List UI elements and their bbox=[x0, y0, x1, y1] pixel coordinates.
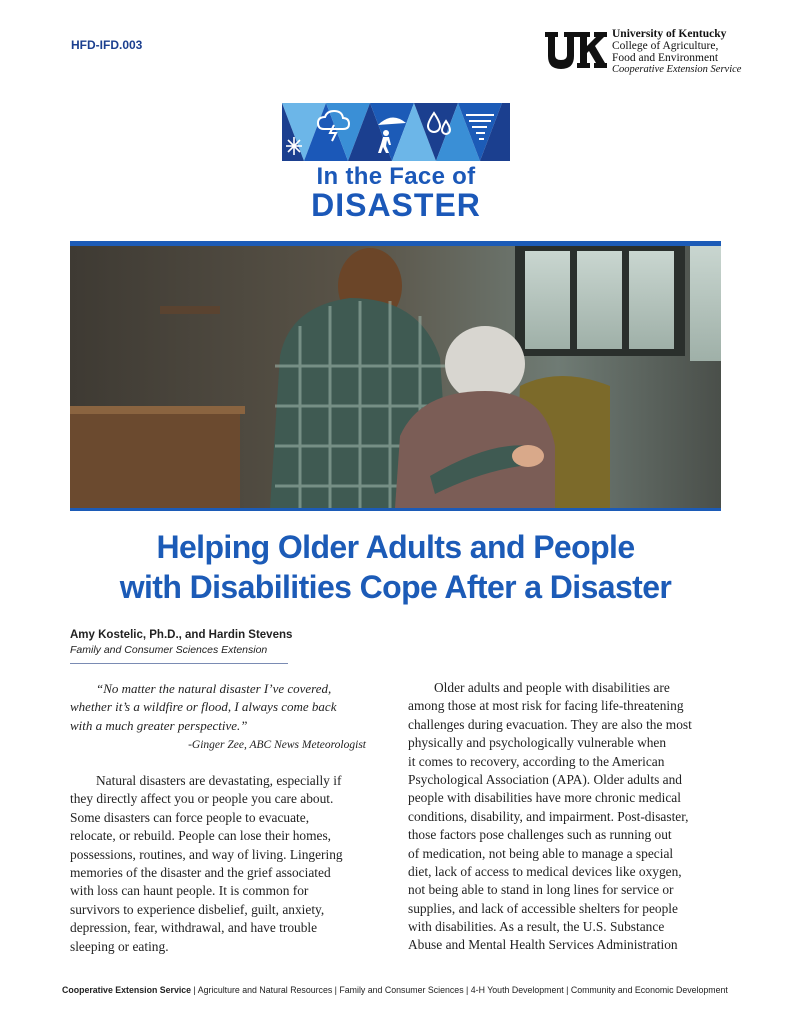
series-title-line1: In the Face of bbox=[316, 163, 476, 190]
article-title: Helping Older Adults and People with Disabilities Cope After a Disaster bbox=[119, 529, 672, 605]
photo-bottom-rule bbox=[70, 508, 721, 511]
document-code: HFD-IFD.003 bbox=[71, 38, 143, 52]
series-title-line2: DISASTER bbox=[311, 187, 481, 223]
snowflake-icon bbox=[286, 137, 302, 155]
institution-name: University of Kentucky College of Agriculture, Food and Environment Cooperative Extension Service bbox=[612, 28, 742, 75]
authors: Amy Kostelic, Ph.D., and Hardin Stevens bbox=[70, 629, 293, 641]
footer-programs: Cooperative Extension Service | Agriculture and Natural Resources | Family and Consumer Sciences | 4-H Youth Development | Community and Economic Development bbox=[62, 985, 728, 995]
byline-divider bbox=[70, 663, 288, 664]
affiliation: Family and Consumer Sciences Extension bbox=[70, 644, 268, 656]
quote-attribution: -Ginger Zee, ABC News Meteorologist bbox=[188, 739, 366, 751]
body-right-column: Older adults and people with disabilities are among those at most risk for facing life-threatening challenges during evacuation. They are also the most physically and psychologically vulnerable when it comes to recovery, according to the American Psychological Association (APA). Older adults and people with disabilities have more chronic medical conditions, disability, and impairment. Post-disaster, those factors pose challenges such as running out of medication, not being able to manage a special diet, lack of access to medical devices like oxygen, not being able to stand in long lines for service or supplies, and lack of accessible shelters for people with disabilities. As a result, the U.S. Substance Abuse and Mental Health Services Administration bbox=[408, 680, 692, 953]
disaster-icon-banner bbox=[282, 103, 510, 161]
hero-photo bbox=[70, 246, 721, 508]
pull-quote: “No matter the natural disaster I’ve covered, whether it’s a wildfire or flood, I always come back with a much greater perspective.” -Ginger Zee, ABC News Meteorologist bbox=[70, 680, 366, 735]
body-left-column: Natural disasters are devastating, especially if they directly affect you or people you care about. Some disasters can force people to evacuate, relocate, or rebuild. People can lose their homes, possessions, routines, and way of living. Lingering memories of the disaster and the grief associated with loss can haunt people. It is common for survivors to experience disbelief, guilt, anxiety, depression, fear, withdrawal, and have trouble sleeping or eating. bbox=[70, 773, 343, 954]
uk-logo bbox=[543, 28, 607, 72]
